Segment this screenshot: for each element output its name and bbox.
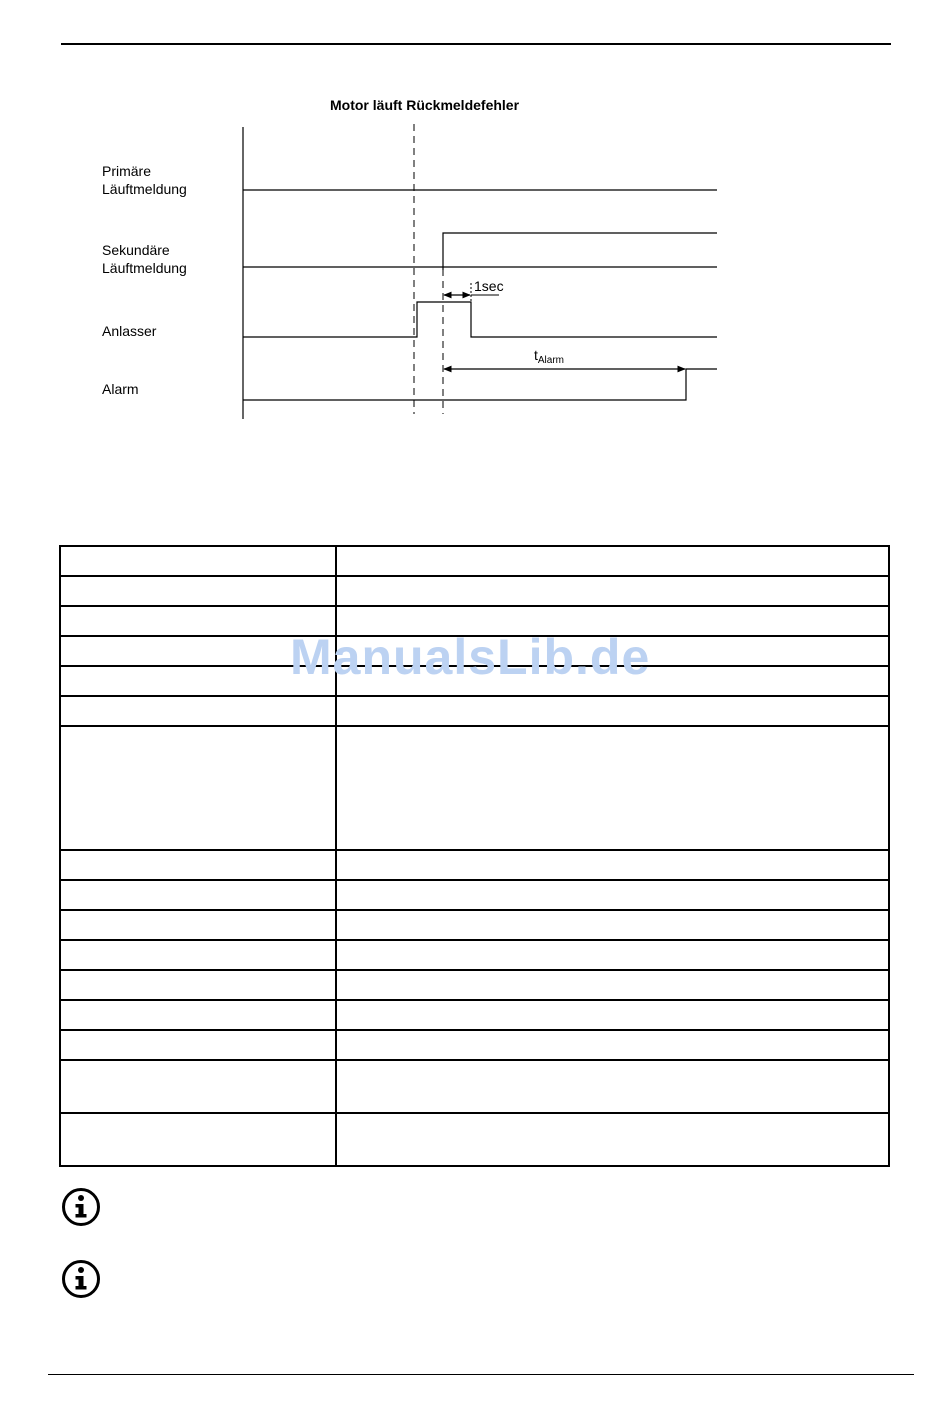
table-cell	[336, 576, 889, 606]
table-cell	[60, 1030, 336, 1060]
footer-rule	[48, 1374, 914, 1375]
table-cell	[336, 1000, 889, 1030]
info-icon	[61, 1187, 101, 1227]
signal-label-line: Anlasser	[102, 323, 157, 339]
table-cell	[60, 850, 336, 880]
table-row	[60, 696, 889, 726]
table-row	[60, 910, 889, 940]
table-row	[60, 850, 889, 880]
table-cell	[336, 1113, 889, 1166]
signal-label-line: Alarm	[102, 381, 139, 397]
table-row	[60, 940, 889, 970]
table-row	[60, 1030, 889, 1060]
table-cell	[60, 696, 336, 726]
interval-alarm-base: t	[534, 347, 538, 363]
table-cell	[336, 1060, 889, 1113]
signal-label-line: Sekundäre	[102, 242, 170, 258]
table-row	[60, 1060, 889, 1113]
table-cell	[336, 910, 889, 940]
table-cell	[60, 1060, 336, 1113]
table-cell	[336, 850, 889, 880]
trace-starter	[243, 302, 717, 337]
table-cell	[336, 1030, 889, 1060]
table-row	[60, 1000, 889, 1030]
table-cell	[336, 970, 889, 1000]
table-cell	[60, 970, 336, 1000]
watermark: ManualsLib.de	[290, 629, 651, 685]
timing-diagram	[0, 0, 950, 440]
table-row	[60, 576, 889, 606]
table-cell	[336, 546, 889, 576]
table-cell	[60, 910, 336, 940]
diagram-title: Motor läuft Rückmeldefehler	[330, 97, 520, 113]
table-row	[60, 880, 889, 910]
info-icon	[61, 1259, 101, 1299]
table-cell	[60, 940, 336, 970]
table-cell	[60, 576, 336, 606]
table-row	[60, 970, 889, 1000]
table-row	[60, 546, 889, 576]
table-cell	[60, 546, 336, 576]
table-cell	[60, 880, 336, 910]
signal-label-line: Primäre	[102, 163, 152, 179]
table-cell	[336, 726, 889, 850]
table-cell	[60, 726, 336, 850]
trace-secondary-run-high	[443, 233, 717, 270]
table-cell	[336, 940, 889, 970]
table-row	[60, 1113, 889, 1166]
trace-alarm	[243, 369, 717, 400]
table-cell	[60, 1113, 336, 1166]
interval-alarm-subscript: Alarm	[537, 355, 565, 366]
table-cell	[60, 1000, 336, 1030]
table-cell	[336, 696, 889, 726]
table-row	[60, 726, 889, 850]
signal-label-line: Läuftmeldung	[102, 260, 187, 276]
signal-label-line: Läuftmeldung	[102, 181, 187, 197]
table-cell	[336, 880, 889, 910]
interval-alarm-label	[534, 347, 564, 366]
interval-1sec-label: 1sec	[474, 278, 504, 294]
